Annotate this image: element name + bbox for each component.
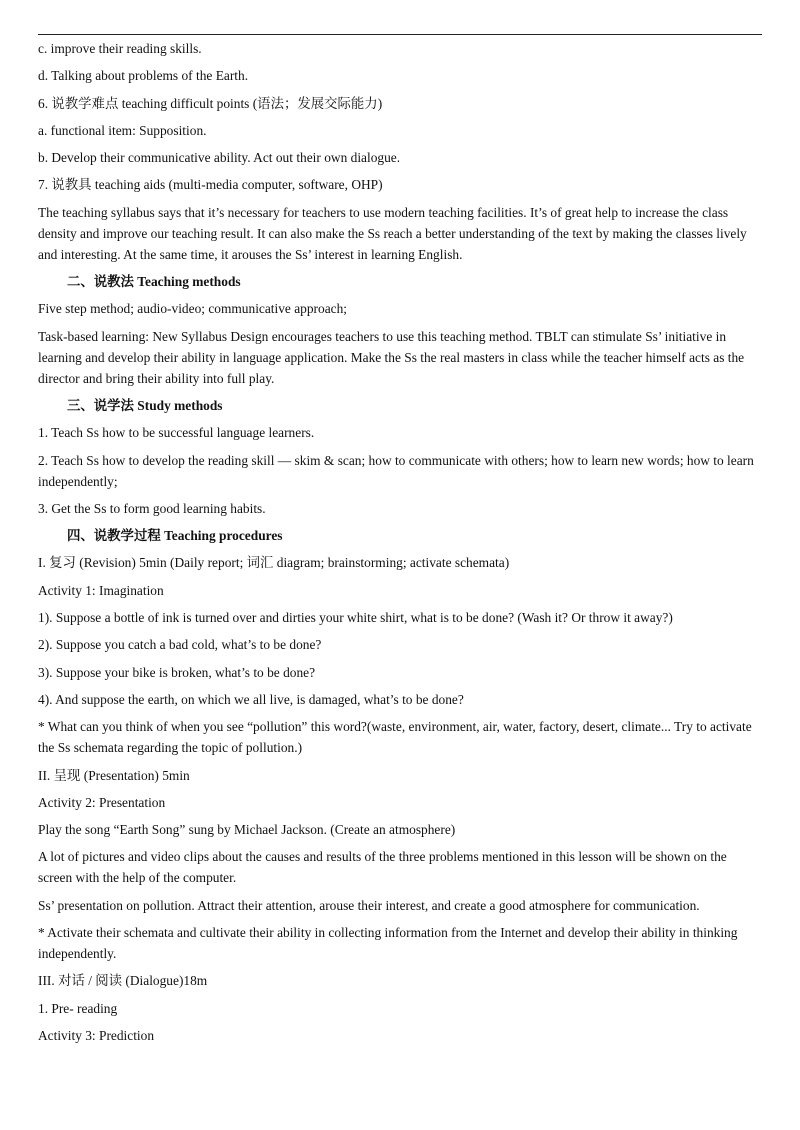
paragraph: 2). Suppose you catch a bad cold, what’s to be done? [38,637,322,653]
paragraph: II. 呈现 (Presentation) 5min [38,767,190,783]
paragraph: Five step method; audio-video; communicative approach; [38,301,348,317]
paragraph: c. improve their reading skills. [38,41,202,56]
paragraph: d. Talking about problems of the Earth. [38,68,249,84]
paragraph: III. 对话 / 阅读 (Dialogue)18m [38,973,208,989]
document-body [38,38,762,1052]
paragraph: 3. Get the Ss to form good learning habits. [38,500,266,516]
paragraph: 1. Teach Ss how to be successful language learners. [38,425,315,441]
paragraph: Task-based learning: New Syllabus Design encourages teachers to use this teaching method. TBLT can stimulate Ss’ initiative in learning and develop their ability in language application. Make the Ss the real masters in class while the teacher himself acts as the director and bring their ability into full play. [38,328,745,386]
paragraph: b. Develop their communicative ability. Act out their own dialogue. [38,150,401,166]
paragraph: 7. 说教具 teaching aids (multi-media computer, software, OHP) [38,177,383,193]
section-heading: 二、说教法 Teaching methods [67,274,241,290]
paragraph: * What can you think of when you see “pollution” this word?(waste, environment, air, water, factory, desert, climate... Try to activate the Ss schemata regarding the topic of pollution.) [38,719,752,756]
section-heading: 四、说教学过程 Teaching procedures [67,528,283,544]
section-heading: 三、说学法 Study methods [67,397,223,413]
paragraph: 2. Teach Ss how to develop the reading skill — skim & scan; how to communicate with others; how to learn new words; how to learn independently; [38,452,754,489]
paragraph: 4). And suppose the earth, on which we all live, is damaged, what’s to be done? [38,691,464,707]
paragraph: The teaching syllabus says that it’s necessary for teachers to use modern teaching facilities. It’s of great help to increase the class density and improve our teaching result. It can also make the Ss reach a better understanding of the text by making the classes lively and interesting. At the same time, it arouses the Ss’ interest in learning English. [38,204,747,262]
paragraph: Ss’ presentation on pollution. Attract their attention, arouse their interest, and create a good atmosphere for communication. [38,897,700,913]
paragraph: a. functional item: Supposition. [38,122,207,138]
paragraph: Play the song “Earth Song” sung by Michael Jackson. (Create an atmosphere) [38,822,456,838]
paragraph: A lot of pictures and video clips about the causes and results of the three problems mentioned in this lesson will be shown on the screen with the help of the computer. [38,849,727,886]
paragraph: I. 复习 (Revision) 5min (Daily report; 词汇 diagram; brainstorming; activate schemata) [38,555,510,571]
paragraph: Activity 1: Imagination [38,582,164,598]
paragraph: 1). Suppose a bottle of ink is turned over and dirties your white shirt, what is to be done? (Wash it? Or throw it away?) [38,610,673,626]
header-rule [38,34,762,35]
paragraph: 3). Suppose your bike is broken, what’s to be done? [38,664,316,680]
paragraph: * Activate their schemata and cultivate their ability in collecting information from the Internet and develop their ability in thinking independently. [38,925,738,962]
paragraph: 6. 说教学难点 teaching difficult points (语法；发展交际能力) [38,95,383,111]
paragraph: 1. Pre- reading [38,1000,118,1016]
paragraph: Activity 2: Presentation [38,794,166,810]
paragraph: Activity 3: Prediction [38,1027,155,1043]
